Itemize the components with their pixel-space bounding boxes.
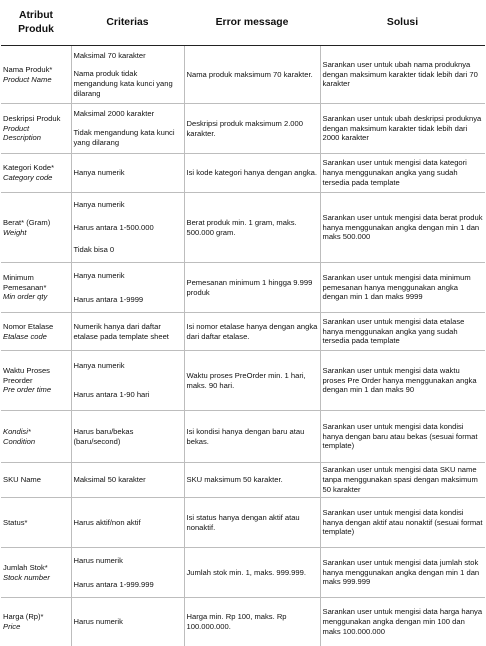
- attribute-english-name: Min order qty: [3, 292, 48, 302]
- cell-solusi: Sarankan user untuk mengisi data kondisi hanya dengan baru atau bekas (sesuai format template): [320, 411, 485, 463]
- table-row: [1, 548, 485, 598]
- table-header-row: [1, 1, 485, 46]
- cell-error-message: Harga min. Rp 100, maks. Rp 100.000.000.: [184, 598, 320, 646]
- criteria-item: Harus antara 1-90 hari: [73, 390, 150, 400]
- criteria-item: Tidak bisa 0: [73, 245, 115, 255]
- attribute-english-name: Price: [3, 621, 21, 631]
- attribute-name: Deskripsi Produk: [3, 113, 61, 123]
- cell-solusi: Sarankan user untuk mengisi data kondisi hanya dengan aktif atau nonaktif (sesuai format template): [320, 498, 485, 548]
- header-criterias: Criterias: [71, 1, 184, 46]
- attribute-name: Waktu Proses Preorder: [3, 365, 50, 385]
- cell-solusi: Sarankan user untuk mengisi data minimum pemesanan hanya menggunakan angka dengan min 1 dan maks 9999: [320, 263, 485, 313]
- cell-error-message: Isi status hanya dengan aktif atau nonaktif.: [184, 498, 320, 548]
- attribute-english-name: Product Name: [3, 74, 52, 84]
- cell-attribute: [1, 548, 71, 598]
- criteria-item: Hanya numerik: [73, 199, 125, 209]
- header-atribut-produk: Atribut Produk: [1, 1, 71, 46]
- attribute-english-name: Weight: [3, 227, 27, 237]
- cell-error-message: Isi kondisi hanya dengan baru atau bekas.: [184, 411, 320, 463]
- attribute-name: SKU Name: [3, 475, 41, 485]
- table-row: [1, 313, 485, 351]
- cell-criterias: [71, 548, 184, 598]
- cell-solusi: Sarankan user untuk mengisi data berat produk hanya menggunakan angka dengan min 1 dan maks 500.000: [320, 193, 485, 263]
- attribute-name: Jumlah Stok*: [3, 562, 48, 572]
- table-body: [1, 46, 485, 646]
- criteria-item: Harus aktif/non aktif: [73, 517, 141, 527]
- cell-attribute: [1, 463, 71, 498]
- cell-error-message: Isi kode kategori hanya dengan angka.: [184, 154, 320, 193]
- cell-criterias: [71, 193, 184, 263]
- cell-criterias: [71, 351, 184, 411]
- cell-criterias: [71, 46, 184, 104]
- criteria-item: Numerik hanya dari daftar etalase pada template sheet: [73, 321, 169, 341]
- cell-solusi: Sarankan user untuk mengisi data jumlah stok hanya menggunakan angka dengan min 1 dan maks 999.999: [320, 548, 485, 598]
- criteria-item: Maksimal 50 karakter: [73, 475, 146, 485]
- validation-table: [1, 1, 485, 646]
- cell-criterias: [71, 463, 184, 498]
- criteria-item: Harus antara 1-9999: [73, 294, 144, 304]
- criteria-item: Nama produk tidak mengandung kata kunci yang dilarang: [73, 68, 173, 98]
- cell-error-message: Berat produk min. 1 gram, maks. 500.000 gram.: [184, 193, 320, 263]
- table-row: [1, 263, 485, 313]
- cell-criterias: [71, 411, 184, 463]
- attribute-name: Minimum Pemesanan*: [3, 272, 47, 292]
- cell-attribute: [1, 411, 71, 463]
- criteria-item: Hanya numerik: [73, 361, 125, 371]
- table-row: [1, 463, 485, 498]
- cell-attribute: [1, 104, 71, 154]
- attribute-name: Nomor Etalase: [3, 321, 54, 331]
- header-solusi: Solusi: [320, 1, 485, 46]
- cell-error-message: Isi nomor etalase hanya dengan angka dari daftar etalase.: [184, 313, 320, 351]
- cell-criterias: [71, 498, 184, 548]
- attribute-name: Berat* (Gram): [3, 217, 51, 227]
- cell-criterias: [71, 313, 184, 351]
- criteria-item: Harus antara 1-500.000: [73, 222, 154, 232]
- attribute-english-name: Product Description: [3, 123, 41, 143]
- attribute-name: Status*: [3, 517, 28, 527]
- cell-attribute: [1, 154, 71, 193]
- cell-attribute: [1, 313, 71, 351]
- header-error-message: Error message: [184, 1, 320, 46]
- criteria-item: Harus antara 1-999.999: [73, 579, 154, 589]
- table-row: [1, 193, 485, 263]
- attribute-english-name: Category code: [3, 173, 53, 182]
- cell-solusi: Sarankan user untuk mengisi data SKU name tanpa menggunakan spasi dengan maksimum 50 karakter: [320, 463, 485, 498]
- table-row: [1, 498, 485, 548]
- cell-criterias: [71, 263, 184, 313]
- cell-solusi: Sarankan user untuk mengisi data harga hanya menggunakan angka dengan min 100 dan maks 100.000.000: [320, 598, 485, 646]
- cell-solusi: Sarankan user untuk mengisi data kategori hanya menggunakan angka yang sudah tersedia pada template: [320, 154, 485, 193]
- cell-solusi: Sarankan user untuk mengisi data waktu proses Pre Order hanya menggunakan angka dengan min 1 dan maks 90: [320, 351, 485, 411]
- cell-attribute: [1, 263, 71, 313]
- table-row: [1, 46, 485, 104]
- attribute-name: Kondisi*: [3, 426, 31, 436]
- criteria-item: Hanya numerik: [73, 270, 125, 280]
- criteria-item: Maksimal 2000 karakter: [73, 109, 155, 119]
- cell-error-message: Pemesanan minimum 1 hingga 9.999 produk: [184, 263, 320, 313]
- table-row: [1, 154, 485, 193]
- cell-attribute: [1, 46, 71, 104]
- criteria-item: Harus numerik: [73, 555, 123, 565]
- criteria-item: Maksimal 70 karakter: [73, 50, 146, 60]
- cell-error-message: SKU maksimum 50 karakter.: [184, 463, 320, 498]
- table-row: [1, 104, 485, 154]
- attribute-name: Kategori Kode*: [3, 163, 55, 173]
- table-row: [1, 351, 485, 411]
- criteria-item: Harus baru/bekas (baru/second): [73, 426, 134, 446]
- cell-attribute: [1, 498, 71, 548]
- attribute-english-name: Etalase code: [3, 331, 47, 341]
- criteria-item: Harus numerik: [73, 616, 123, 626]
- cell-error-message: Deskripsi produk maksimum 2.000 karakter.: [184, 104, 320, 154]
- cell-attribute: [1, 193, 71, 263]
- criteria-item: Tidak mengandung kata kunci yang dilarang: [73, 128, 175, 148]
- criteria-item: Hanya numerik: [73, 168, 125, 178]
- cell-solusi: Sarankan user untuk mengisi data etalase hanya menggunakan angka yang sudah tersedia pada template: [320, 313, 485, 351]
- cell-criterias: [71, 598, 184, 646]
- cell-solusi: Sarankan user untuk ubah deskripsi produknya dengan maksimum karakter tidak lebih dari 2000 karakter: [320, 104, 485, 154]
- cell-error-message: Nama produk maksimum 70 karakter.: [184, 46, 320, 104]
- attribute-english-name: Pre order time: [3, 385, 52, 395]
- cell-attribute: [1, 351, 71, 411]
- cell-error-message: Waktu proses PreOrder min. 1 hari, maks. 90 hari.: [184, 351, 320, 411]
- table-row: [1, 598, 485, 646]
- attribute-english-name: Condition: [3, 436, 36, 446]
- attribute-name: Nama Produk*: [3, 64, 53, 74]
- attribute-name: Harga (Rp)*: [3, 611, 44, 621]
- attribute-english-name: Stock number: [3, 572, 50, 582]
- cell-error-message: Jumlah stok min. 1, maks. 999.999.: [184, 548, 320, 598]
- cell-attribute: [1, 598, 71, 646]
- cell-criterias: [71, 154, 184, 193]
- table-row: [1, 411, 485, 463]
- cell-criterias: [71, 104, 184, 154]
- cell-solusi: Sarankan user untuk ubah nama produknya dengan maksimum karakter tidak lebih dari 70 karakter: [320, 46, 485, 104]
